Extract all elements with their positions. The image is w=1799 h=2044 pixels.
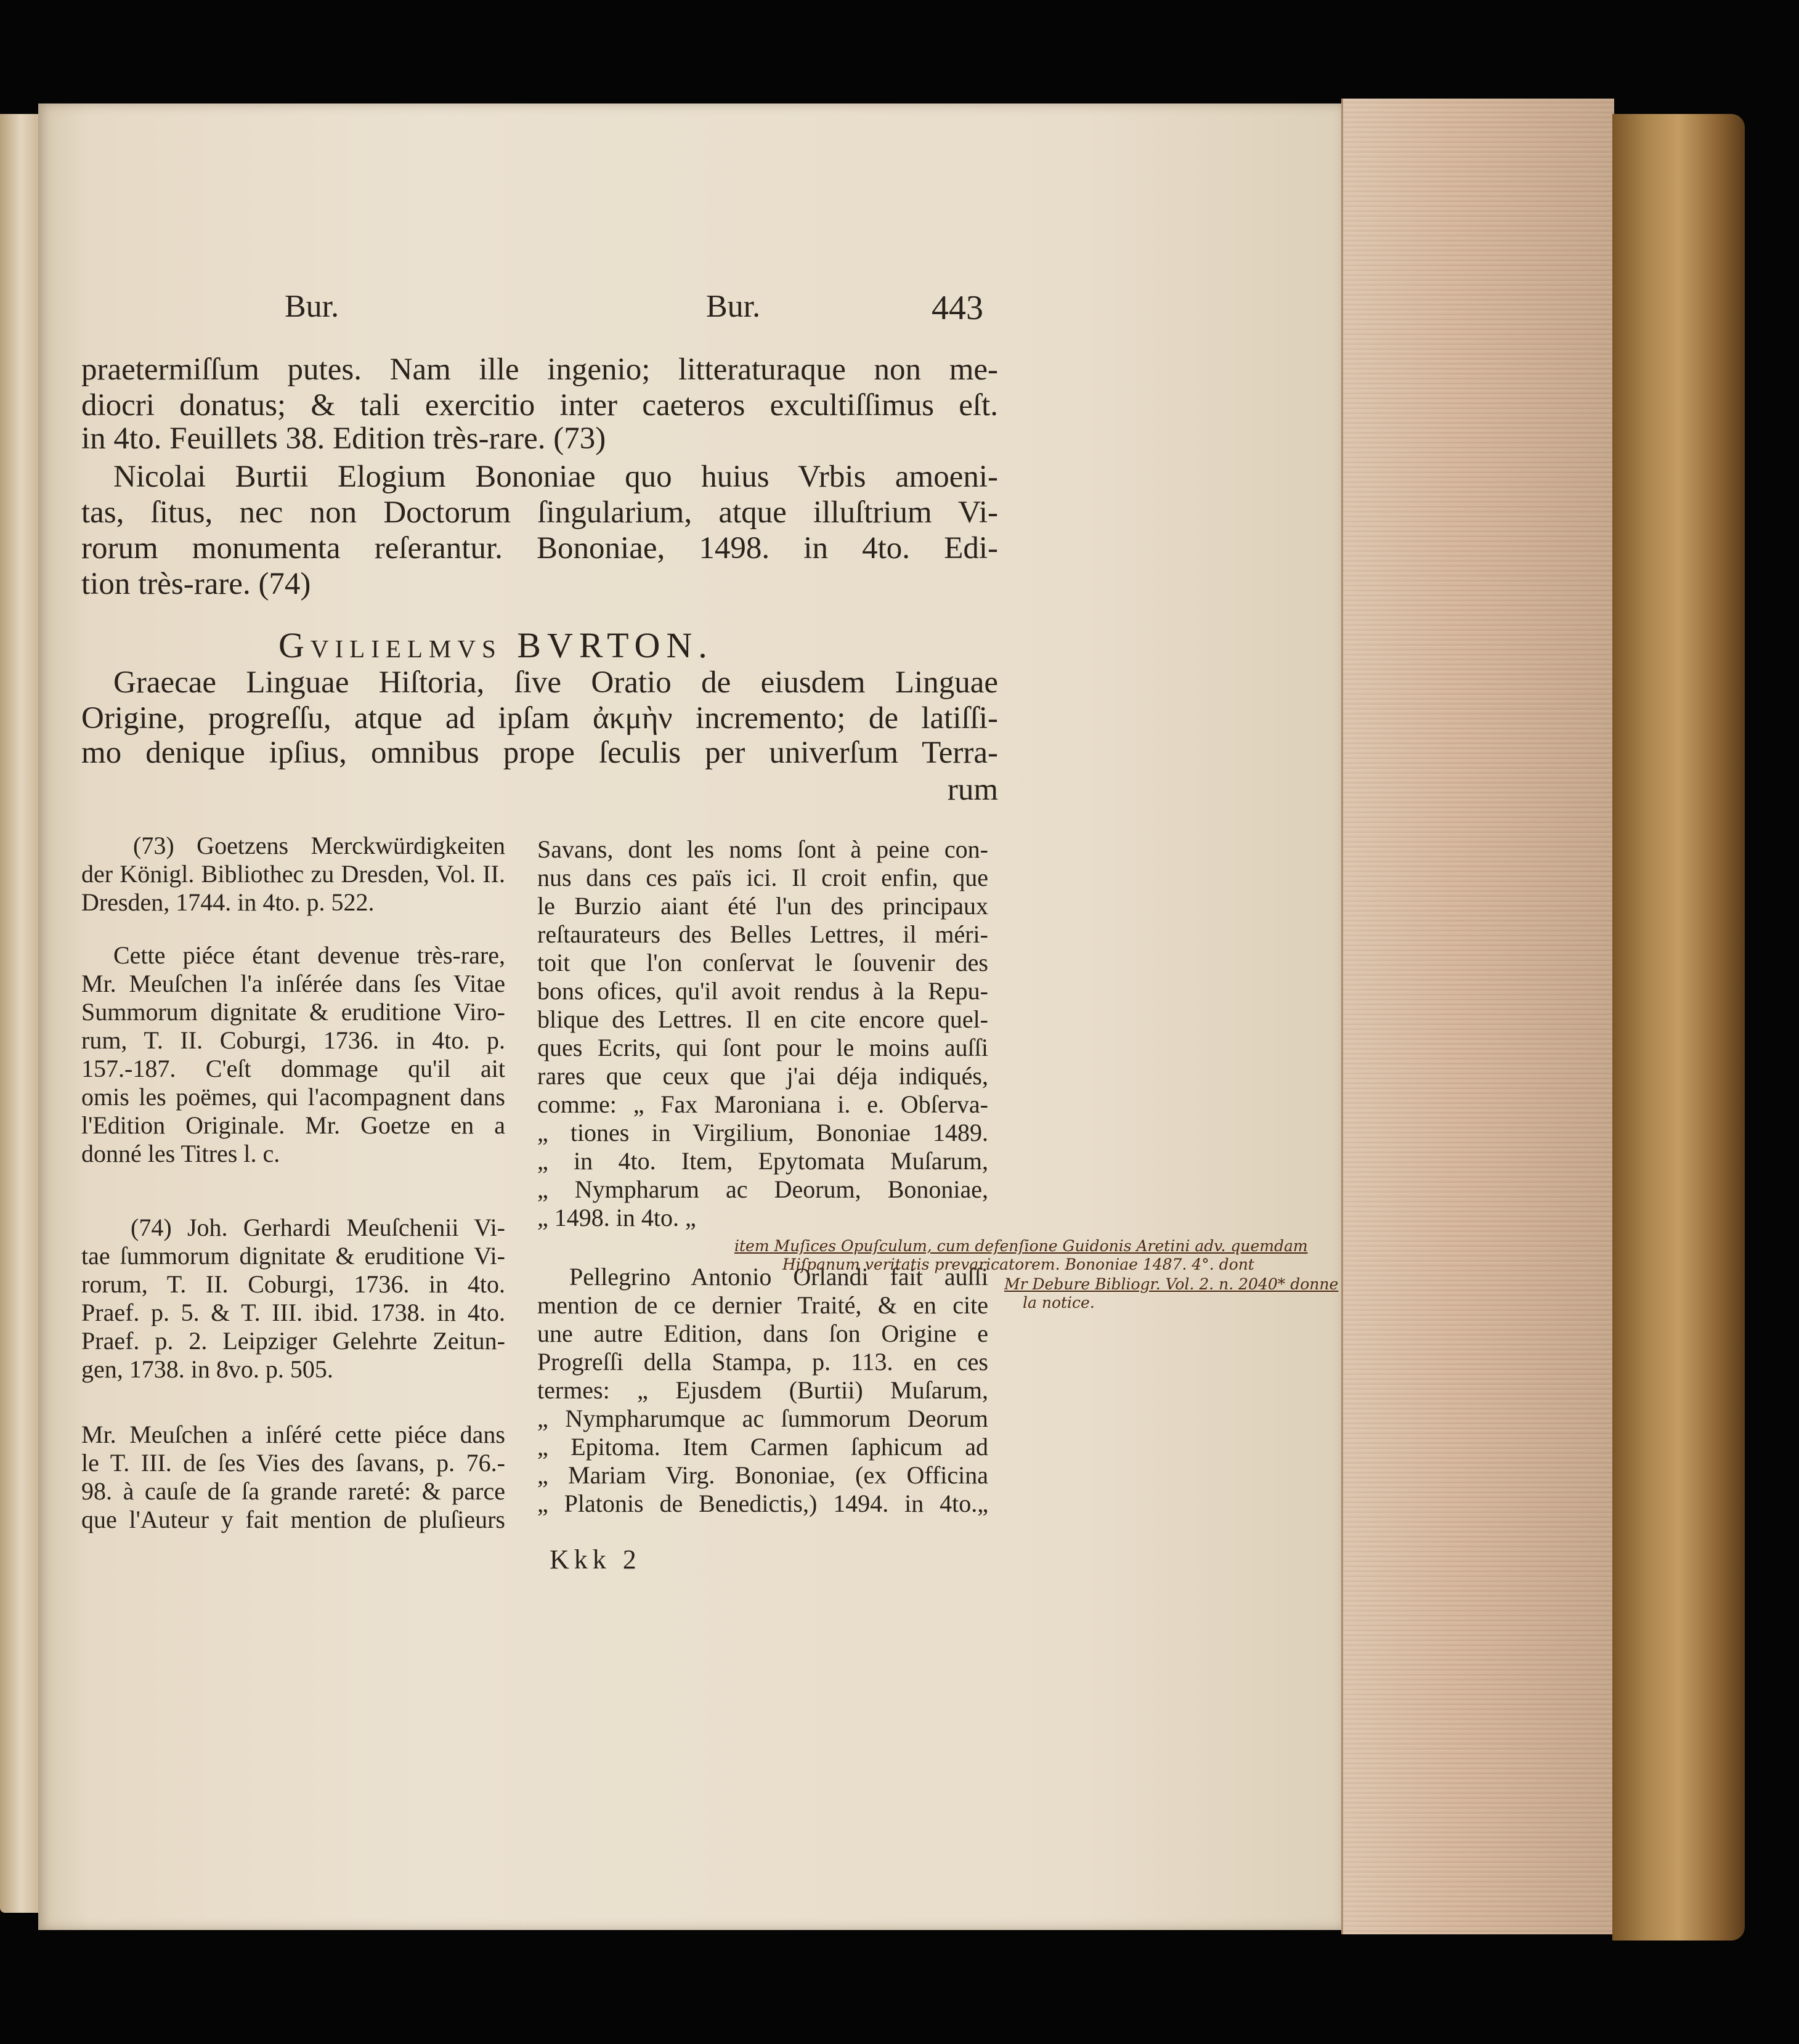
footnote-line: toit que l'on conſervat le ſouvenir des [537, 949, 988, 976]
footnote-line: Pellegrino Antonio Orlandi fait auſſi [569, 1263, 988, 1291]
body-line: Graecae Linguae Hiſtoria, ſive Oratio de eiusdem Linguae [113, 665, 998, 700]
body-line: in 4to. Feuillets 38. Edition très-rare. (73) [81, 421, 606, 456]
footnote-line: le Burzio aiant été l'un des principaux [537, 892, 988, 920]
footnote-line: gen, 1738. in 8vo. p. 505. [81, 1355, 333, 1383]
footnote-line: „ 1498. in 4to. „ [537, 1204, 696, 1231]
footnote-line: termes: „ Ejusdem (Burtii) Muſarum, [537, 1376, 988, 1404]
footnote-line: „ Nympharum ac Deorum, Bononiae, [537, 1175, 988, 1203]
footnote-line: 98. à cauſe de ſa grande rareté: & parce [81, 1477, 505, 1505]
footnote-line: „ tiones in Virgilium, Bononiae 1489. [537, 1119, 988, 1146]
footnote-line: 157.-187. C'eſt dommage qu'il ait [81, 1055, 505, 1082]
footnote-line: donné les Titres l. c. [81, 1140, 280, 1167]
footnote-line: reſtaurateurs des Belles Lettres, il méri- [537, 920, 988, 948]
footnote-line: rorum, T. II. Coburgi, 1736. in 4to. [81, 1270, 505, 1298]
body-line: Nicolai Burtii Elogium Bononiae quo huius Vrbis amoeni- [113, 460, 998, 494]
footnote-line: bons ofices, qu'il avoit rendus à la Repu- [537, 977, 988, 1005]
body-line: praetermiſſum putes. Nam ille ingenio; litteraturaque non me- [81, 352, 998, 387]
body-line: tas, ſitus, nec non Doctorum ſingularium, atque illuſtrium Vi- [81, 495, 998, 530]
signature-mark: Kkk 2 [550, 1544, 641, 1575]
footnote-line: une autre Edition, dans ſon Origine e [537, 1320, 988, 1347]
footnote-line: Praef. p. 2. Leipziger Gelehrte Zeitun- [81, 1327, 505, 1355]
footnote-line: Mr. Meuſchen a inſéré cette piéce dans [81, 1421, 505, 1448]
footnote-line: „ Platonis de Benedictis,) 1494. in 4to.„ [537, 1490, 988, 1517]
footnote-line: der Königl. Bibliothec zu Dresden, Vol. II. [81, 860, 505, 888]
book-cover [1612, 114, 1745, 1941]
footnote-line: „ Epitoma. Item Carmen ſaphicum ad [537, 1433, 988, 1461]
footnote-line: (74) Joh. Gerhardi Meuſchenii Vi- [131, 1214, 505, 1241]
body-line: rum [947, 773, 998, 807]
section-heading: Gvilielmvs BVRTON. [278, 625, 713, 665]
previous-page-edge [0, 114, 38, 1913]
handwritten-note-line: Hiſpanum veritatis prevaricatorem. Bononiae 1487. 4°. dont [782, 1255, 1254, 1273]
running-head-left: Bur. [285, 289, 339, 324]
footnote-line: (73) Goetzens Merckwürdigkeiten [133, 832, 505, 859]
footnote-line: Praef. p. 5. & T. III. ibid. 1738. in 4to. [81, 1299, 505, 1326]
body-line: rorum monumenta reſerantur. Bononiae, 1498. in 4to. Edi- [81, 531, 998, 566]
book-page-edges [1341, 99, 1614, 1934]
footnote-line: „ Nympharumque ac ſummorum Deorum [537, 1405, 988, 1432]
footnote-line: Summorum dignitate & eruditione Viro- [81, 998, 505, 1026]
handwritten-note-line: Mr Debure Bibliogr. Vol. 2. n. 2040* donne [1004, 1275, 1339, 1293]
footnote-line: „ Mariam Virg. Bononiae, (ex Officina [537, 1461, 988, 1489]
footnote-line: „ in 4to. Item, Epytomata Muſarum, [537, 1147, 988, 1175]
body-line: diocri donatus; & tali exercitio inter caeteros excultiſſimus eſt. [81, 388, 998, 423]
footnote-line: Progreſſi della Stampa, p. 113. en ces [537, 1348, 988, 1376]
footnote-line: que l'Auteur y fait mention de pluſieurs [81, 1506, 505, 1533]
footnote-line: le T. III. de ſes Vies des ſavans, p. 76.- [81, 1449, 505, 1477]
footnote-line: blique des Lettres. Il en cite encore quel- [537, 1005, 988, 1033]
body-line: mo denique ipſius, omnibus prope ſeculis per univerſum Terra- [81, 736, 998, 770]
running-head-center: Bur. [706, 289, 761, 324]
handwritten-note-line: la notice. [1023, 1294, 1095, 1312]
footnote-line: nus dans ces païs ici. Il croit enfin, que [537, 864, 988, 891]
footnote-line: mention de ce dernier Traité, & en cite [537, 1291, 988, 1319]
footnote-line: ques Ecrits, qui ſont pour le moins auſſi [537, 1034, 988, 1061]
footnote-line: tae ſummorum dignitate & eruditione Vi- [81, 1242, 505, 1270]
footnote-line: Savans, dont les noms ſont à peine con- [537, 835, 988, 863]
footnote-line: l'Edition Originale. Mr. Goetze en a [81, 1111, 505, 1139]
handwritten-note-line: item Muſices Opuſculum, cum defenſione Guidonis Aretini adv. quemdam [734, 1237, 1308, 1255]
footnote-line: Dresden, 1744. in 4to. p. 522. [81, 888, 375, 916]
footnote-line: comme: „ Fax Maroniana i. e. Obſerva- [537, 1090, 988, 1118]
footnote-line: rares que ceux que j'ai déja indiqués, [537, 1062, 988, 1090]
footnote-line: rum, T. II. Coburgi, 1736. in 4to. p. [81, 1026, 505, 1054]
footnote-line: Cette piéce étant devenue très-rare, [113, 941, 505, 969]
body-line: Origine, progreſſu, atque ad ipſam ἀκμὴν incremento; de latiſſi- [81, 701, 998, 736]
footnote-line: Mr. Meuſchen l'a inſérée dans ſes Vitae [81, 970, 505, 997]
footnote-line: omis les poëmes, qui l'acompagnent dans [81, 1083, 505, 1111]
body-line: tion très-rare. (74) [81, 567, 311, 601]
page-number: 443 [932, 289, 983, 327]
